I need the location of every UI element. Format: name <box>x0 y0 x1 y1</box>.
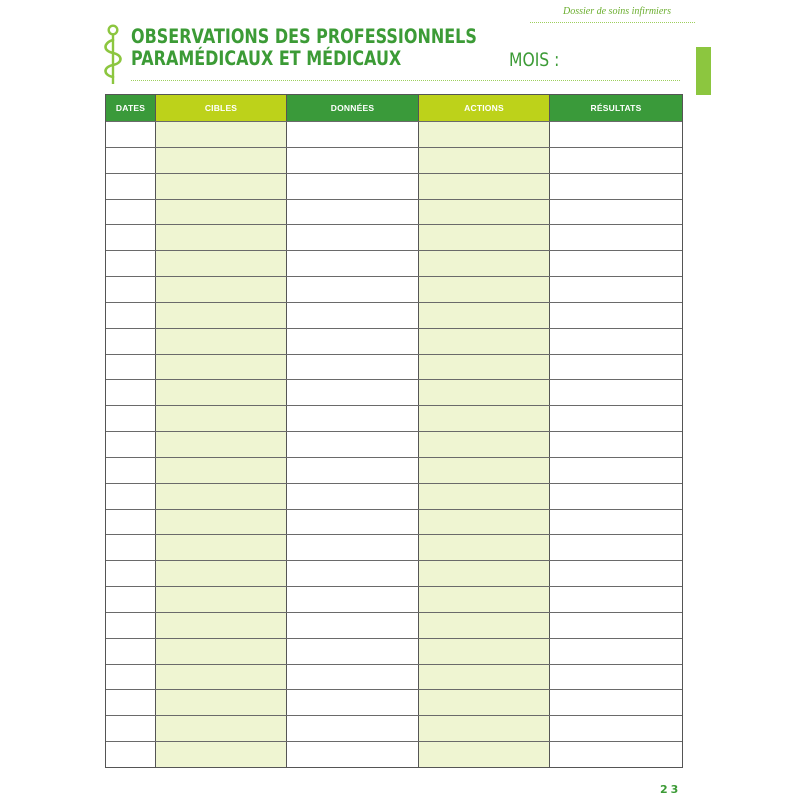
table-row-line <box>106 121 682 122</box>
table-header-row <box>106 95 682 121</box>
table-row-line <box>106 586 682 587</box>
table-row-line <box>106 431 682 432</box>
table-row-line <box>106 354 682 355</box>
page-title <box>131 26 477 70</box>
column-divider <box>549 121 550 767</box>
table-row-line <box>106 199 682 200</box>
table-row-line <box>106 379 682 380</box>
table-row-line <box>106 715 682 716</box>
column-header-cibles: CIBLES <box>156 95 287 121</box>
table-row-line <box>106 302 682 303</box>
section-side-tab <box>696 47 711 95</box>
page-title-line-1: OBSERVATIONS DES PROFESSIONNELS <box>131 25 477 48</box>
table-row-line <box>106 664 682 665</box>
table-row-line <box>106 173 682 174</box>
table-row-line <box>106 483 682 484</box>
month-field-label: MOIS : <box>509 49 560 71</box>
table-row-line <box>106 509 682 510</box>
page-number: 23 <box>660 783 682 796</box>
column-divider <box>286 121 287 767</box>
column-divider <box>155 121 156 767</box>
table-row-line <box>106 689 682 690</box>
table-row-line <box>106 405 682 406</box>
table-row-line <box>106 224 682 225</box>
table-row-line <box>106 457 682 458</box>
table-row-line <box>106 328 682 329</box>
table-row-line <box>106 250 682 251</box>
table-row-line <box>106 612 682 613</box>
table-row-line <box>106 741 682 742</box>
table-row-line <box>106 534 682 535</box>
column-divider <box>418 121 419 767</box>
table-row-line <box>106 147 682 148</box>
column-header-resultats: RÉSULTATS <box>550 95 682 121</box>
document-series-title: Dossier de soins infirmiers <box>563 6 672 17</box>
observations-table <box>105 94 683 768</box>
table-row-line <box>106 638 682 639</box>
column-header-dates: DATES <box>106 95 156 121</box>
caduceus-icon <box>101 24 125 86</box>
header-dotted-rule <box>530 22 695 23</box>
table-row-line <box>106 276 682 277</box>
column-header-actions: ACTIONS <box>419 95 550 121</box>
page-title-line-2: PARAMÉDICAUX ET MÉDICAUX <box>131 47 402 70</box>
column-header-donnees: DONNÉES <box>287 95 419 121</box>
title-dotted-rule <box>131 80 680 81</box>
table-row-line <box>106 560 682 561</box>
